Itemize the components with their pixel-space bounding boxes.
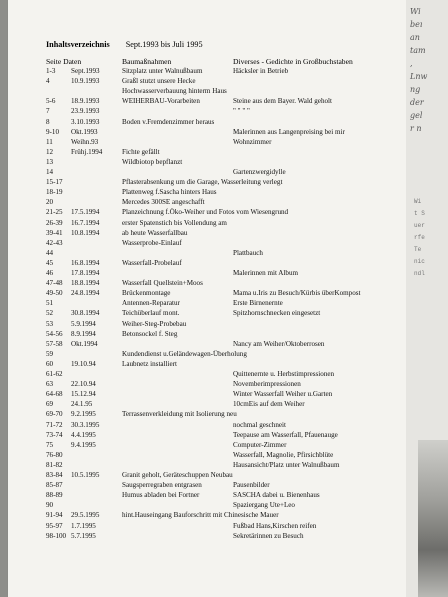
row-div: Novemberimpressionen: [233, 380, 301, 389]
handwriting-line: Wi: [410, 7, 421, 16]
typed-line: t S: [414, 210, 425, 217]
row-page: 95-97: [46, 521, 63, 530]
row-div: Gartenzwergidylle: [233, 168, 286, 176]
row-bau: Fichte gefällt: [122, 147, 160, 156]
row-date: 30.3.1995: [71, 420, 100, 429]
row-date: 1.7.1995: [71, 521, 96, 530]
row-date: 23.9.1993: [71, 107, 100, 116]
row-date: 24.1.95: [71, 400, 93, 409]
row-page: 53: [46, 319, 54, 328]
row-date: 18.8.1994: [71, 279, 100, 288]
row-page: 83-84: [46, 471, 63, 479]
row-bau: hint.Hauseingang Bauforschritt mit Chinesische Mauer: [122, 511, 279, 520]
col-seite: Seite Daten: [46, 57, 82, 66]
page-title: [46, 40, 203, 49]
row-bau: Graßl stutzt unsere Hecke: [122, 77, 196, 86]
row-div: Wohnzimmer: [233, 137, 272, 146]
row-div: Fußbad Hans,Kirschen reifen: [233, 521, 317, 530]
row-page: 76-80: [46, 450, 63, 459]
row-date: 3.10.1993: [71, 117, 100, 126]
row-date: 9.4.1995: [71, 440, 96, 449]
row-bau: Boden v.Fremdenzimmer heraus: [122, 117, 215, 126]
typed-line: rfe: [414, 234, 425, 241]
row-page: 47-48: [46, 279, 63, 288]
row-bau: Betonsockel f. Steg: [122, 329, 178, 338]
row-date: 19.10.94: [71, 359, 96, 368]
row-div: Steine aus dem Bayer. Wald geholt: [233, 97, 332, 106]
row-div: Pausenbilder: [233, 481, 270, 490]
row-div: Computer-Zimmer: [233, 440, 287, 449]
row-page: 46: [46, 269, 54, 277]
row-bau: Wasserfall Quellstein+Moos: [122, 279, 203, 288]
row-div: Nancy am Weiher/Oktoberrosen: [233, 339, 325, 348]
row-page: 49-50: [46, 289, 63, 298]
row-page: 75: [46, 440, 54, 449]
row-page: 90: [46, 501, 54, 510]
row-page: 63: [46, 380, 54, 389]
row-date: 18.9.1993: [71, 97, 100, 106]
row-date: 8.9.1994: [71, 329, 96, 338]
row-bau: Humus abladen bei Fortner: [122, 491, 200, 500]
row-div: Sekretärinnen zu Besuch: [233, 531, 304, 540]
row-page: 71-72: [46, 420, 63, 429]
row-page: 51: [46, 299, 54, 308]
row-page: 64-68: [46, 390, 63, 399]
adjacent-photo: [418, 440, 448, 597]
row-page: 59: [46, 349, 54, 358]
row-date: 5.9.1994: [71, 319, 96, 328]
row-div: Quittenernte u. Herbstimpressionen: [233, 370, 335, 378]
row-div: Malerinnen mit Album: [233, 269, 299, 277]
handwriting-line: beı: [410, 20, 423, 29]
col-diverses: Diverses - Gedichte in Großbuchstaben: [233, 57, 353, 66]
row-bau: Granit geholt, Geräteschuppen Neubau: [122, 471, 233, 479]
row-date: 29.5.1995: [71, 511, 100, 520]
row-div: Winter Wasserfall Weiher u.Garten: [233, 390, 333, 399]
row-page: 44: [46, 248, 54, 257]
row-bau: Wildbiotop bepflanzt: [122, 157, 183, 166]
handwriting-line: an: [410, 33, 420, 42]
row-page: 52: [46, 309, 54, 318]
row-bau: Wasserfall-Probelauf: [122, 258, 182, 267]
row-div: Malerinnen aus Langenpreising bei mir: [233, 127, 345, 136]
typed-line: Te: [414, 246, 422, 253]
row-date: Sept.1993: [71, 67, 100, 75]
row-page: 12: [46, 147, 54, 156]
row-page: 73-74: [46, 430, 63, 439]
row-date: Okt.1993: [71, 127, 98, 136]
typed-line: nic: [414, 258, 425, 265]
row-date: 22.10.94: [71, 380, 96, 389]
row-page: 8: [46, 117, 50, 126]
row-page: 98-100: [46, 531, 67, 540]
row-page: 18-19: [46, 188, 63, 197]
row-bau: ab heute Wasserfallbau: [122, 228, 188, 237]
row-date: 17.8.1994: [71, 269, 100, 277]
row-date: 5.7.1995: [71, 531, 96, 540]
row-page: 45: [46, 258, 54, 267]
row-div: Erste Birnenernte: [233, 299, 283, 308]
row-bau: Kundendienst u.Geländewagen-Überholung: [122, 349, 247, 358]
row-page: 21-25: [46, 208, 63, 217]
handwriting-line: der: [410, 98, 424, 107]
row-bau: Antennen-Reparatur: [122, 299, 180, 308]
row-bau: erster Spatenstich bis Vollendung am: [122, 218, 227, 227]
row-page: 9-10: [46, 127, 60, 136]
row-page: 39-41: [46, 228, 63, 237]
row-bau: Saugsperregraben entgrasen: [122, 481, 202, 490]
row-div: Plattbauch: [233, 248, 263, 257]
row-bau: Mercedes 300SE angeschafft: [122, 198, 205, 207]
row-page: 20: [46, 198, 54, 207]
row-date: 10.9.1993: [71, 77, 100, 86]
row-bau: Wasserprobe-Einlauf: [122, 238, 182, 247]
row-page: 1-3: [46, 67, 56, 75]
row-page: 42-43: [46, 238, 63, 247]
title: Inhaltsverzeichnis: [46, 40, 110, 49]
row-div: Häcksler in Betrieb: [233, 67, 289, 75]
row-page: 13: [46, 157, 54, 166]
row-bau: WEIHERBAU-Vorarbeiten: [122, 97, 200, 106]
row-date: Frühj.1994: [71, 147, 103, 156]
row-bau: Laubnetz installiert: [122, 359, 177, 368]
date-range: Sept.1993 bis Juli 1995: [125, 40, 203, 49]
row-bau: Sitzplatz unter Walnußbaum: [122, 67, 203, 75]
handwriting-line: ,: [410, 59, 413, 68]
row-page: 57-58: [46, 339, 63, 348]
row-bau: Brückenmontage: [122, 289, 171, 298]
row-page: 15-17: [46, 178, 63, 187]
row-date: 30.8.1994: [71, 309, 100, 318]
row-bau: Pflasterabsenkung um die Garage, Wasserleitung verlegt: [122, 178, 283, 187]
row-page: 88-89: [46, 491, 63, 500]
row-page: 11: [46, 137, 53, 146]
row-div: 10cmEis auf dem Weiher: [233, 400, 305, 409]
handwriting-line: Lnw: [410, 72, 428, 81]
row-div: nochmal geschneit: [233, 420, 286, 429]
row-date: Okt.1994: [71, 339, 98, 348]
row-date: Weihn.93: [71, 137, 99, 146]
row-bau: Weiher-Steg-Probebau: [122, 319, 187, 328]
row-date: 4.4.1995: [71, 430, 96, 439]
row-date: 9.2.1995: [71, 410, 96, 419]
handwriting-line: ng: [410, 85, 421, 94]
row-div: Teepause am Wasserfall, Pfauenauge: [233, 430, 338, 439]
row-div: Wasserfall, Magnolie, Pfirsichblüte: [233, 450, 334, 459]
row-page: 69-70: [46, 410, 63, 419]
row-div: Spaziergang Ute+Leo: [233, 501, 295, 510]
row-page: 81-82: [46, 460, 63, 469]
row-date: 24.8.1994: [71, 289, 100, 298]
row-div: Mama u.Iris zu Besuch/Kürbis überKompost: [233, 289, 361, 298]
row-date: 16.7.1994: [71, 218, 100, 227]
row-bau: Hochwasserverbauung hinterm Haus: [122, 87, 227, 96]
row-date: 10.5.1995: [71, 471, 100, 479]
handwriting-line: gel: [410, 111, 423, 120]
row-page: 54-56: [46, 329, 63, 338]
row-div: Spitzhornschnecken eingesetzt: [233, 309, 321, 318]
row-page: 85-87: [46, 481, 63, 490]
row-div: SASCHA dabei u. Bienenhaus: [233, 491, 320, 500]
typed-line: uer: [414, 222, 425, 229]
row-date: 10.8.1994: [71, 228, 100, 237]
row-page: 26-39: [46, 218, 63, 227]
row-bau: Terrassenverkleidung mit Isolierung neu: [122, 410, 237, 419]
row-bau: Teichüberlauf mont.: [122, 309, 180, 318]
row-bau: Plattenweg f.Sascha hinters Haus: [122, 188, 217, 197]
row-date: 17.5.1994: [71, 208, 100, 217]
row-div: Hausansicht/Platz unter Walnußbaum: [233, 460, 340, 469]
handwriting-line: tam: [410, 46, 426, 55]
row-page: 4: [46, 77, 50, 86]
row-page: 60: [46, 359, 54, 368]
typed-line: ndl: [414, 270, 425, 277]
handwriting-line: r n: [410, 124, 422, 133]
row-page: 7: [46, 107, 50, 116]
row-date: 16.8.1994: [71, 258, 100, 267]
typed-line: Wi: [414, 198, 422, 205]
row-page: 69: [46, 400, 54, 409]
col-bau: Baumaßnahmen: [122, 57, 172, 66]
row-page: 5-6: [46, 97, 56, 106]
row-page: 14: [46, 168, 54, 176]
row-bau: Planzeichnung f.Öko-Weiher und Fotos vom Wiesengrund: [122, 208, 289, 217]
row-date: 15.12.94: [71, 390, 96, 399]
row-page: 61-62: [46, 370, 63, 378]
column-headers: [46, 57, 353, 66]
row-div: " " " ": [233, 107, 250, 116]
row-page: 91-94: [46, 511, 63, 520]
